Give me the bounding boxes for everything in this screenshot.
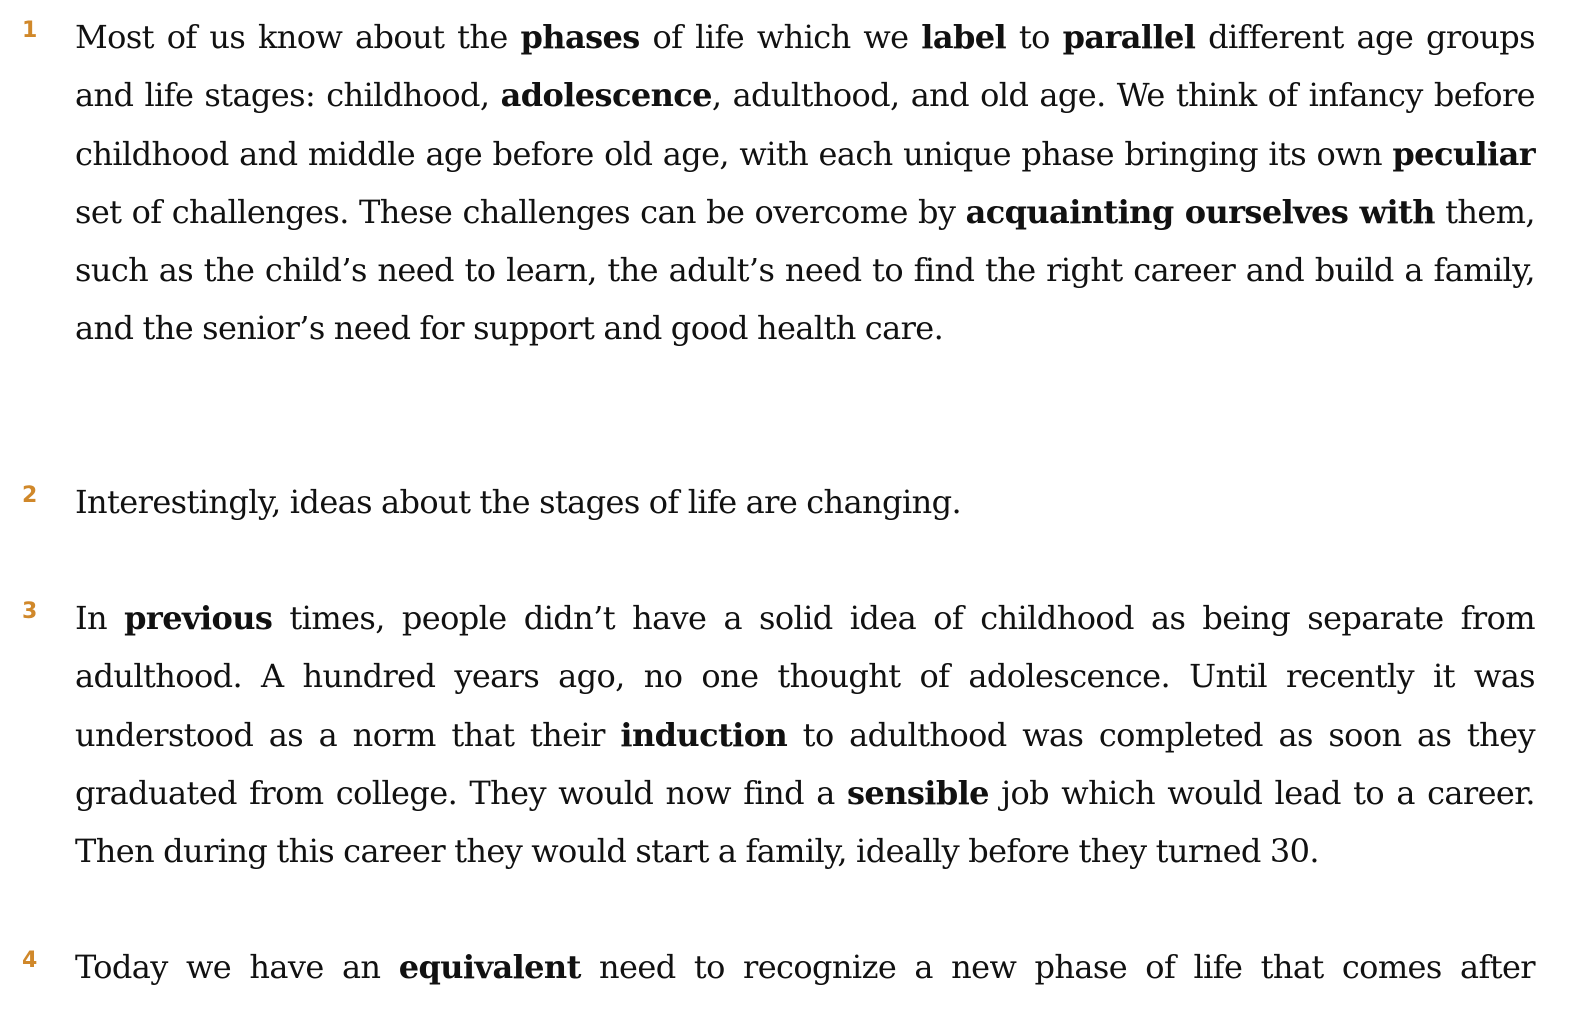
vocabulary-term: adolescence [500,76,712,115]
paragraph-number: 1 [22,18,38,43]
text-segment: Interestingly, ideas about the stages of life are changing. [75,483,962,521]
vocabulary-term: acquainting ourselves with [965,192,1435,231]
vocabulary-term: sensible [847,773,989,812]
vocabulary-term: parallel [1062,18,1196,56]
text-segment: Most of us know about the [75,18,521,56]
text-segment: different age groups and life stages: childhood, [75,18,1535,115]
text-segment: to [1006,18,1063,56]
text-segment: job which would lead to a career. Then during this career they would start a family, ideally before they turned 30. [75,773,1535,871]
paragraph-number: 4 [22,948,38,973]
vocabulary-term: label [921,18,1007,56]
text-segment: of life which we [639,18,922,56]
text-segment: to adulthood was completed as soon as they graduated from college. They would now find a [75,715,1535,812]
text-segment: , adulthood, and old age. We think of infancy before childhood and middle age before old age, with each unique phase bringing its own [75,76,1535,173]
text-segment: times, people didn’t have a solid idea of childhood as being separate from adulthood. A hundred years ago, no one thought of adolescence. Until recently it was understood as a norm that their [75,599,1535,754]
text-segment: them, such as the child’s need to learn, the adult’s need to find the right career and build a family, and the senior’s need for support and good health care. [75,192,1535,348]
vocabulary-term: induction [620,715,788,754]
text-segment: Today we have an [75,948,399,986]
text-segment: set of challenges. These challenges can be overcome by [75,192,966,231]
vocabulary-term: equivalent [398,948,581,986]
text-segment: In [75,599,125,637]
vocabulary-term: peculiar [1392,134,1535,173]
paragraph-text [75,938,1535,996]
vocabulary-term: previous [124,599,273,637]
paragraph-text [75,589,1535,880]
paragraph-text [75,473,1535,531]
paragraph-number: 2 [22,483,38,508]
vocabulary-term: phases [520,18,640,56]
paragraph-number: 3 [22,599,38,624]
paragraph-text [75,8,1535,358]
text-segment: need to recognize a new phase of life that comes after [580,948,1535,986]
